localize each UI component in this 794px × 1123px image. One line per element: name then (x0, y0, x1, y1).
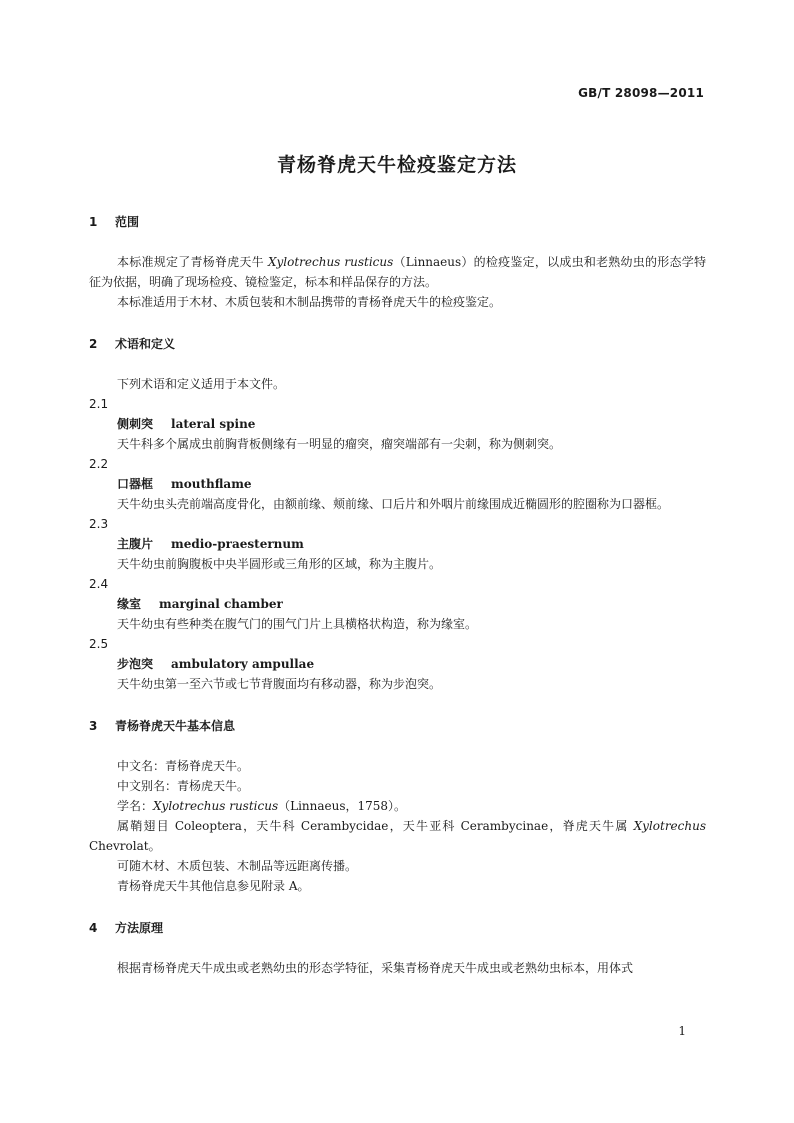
document-body (89, 212, 706, 978)
section-title: 方法原理 (115, 921, 164, 935)
term-zh: 侧刺突 (117, 417, 154, 431)
genus-name: Xylotrechus (633, 819, 706, 833)
scope-paragraph-1 (89, 252, 706, 292)
section-2-heading (89, 334, 706, 354)
section-3-heading (89, 716, 706, 736)
term-heading (89, 474, 706, 494)
section-title: 术语和定义 (115, 337, 176, 351)
info-taxonomy (89, 816, 706, 856)
term-zh: 步泡突 (117, 657, 154, 671)
clause-number: 2.5 (89, 637, 109, 651)
term-definition: 天牛幼虫第一至六节或七节背腹面均有移动器，称为步泡突。 (117, 677, 442, 691)
section-title: 范围 (115, 215, 140, 229)
term-zh: 主腹片 (117, 537, 154, 551)
section-1-heading (89, 212, 706, 232)
term-heading (89, 594, 706, 614)
species-name: Xylotrechus rusticus (267, 255, 394, 269)
info-scientific-name (89, 796, 706, 816)
term-en: lateral spine (171, 417, 256, 431)
text-run: （Linnaeus）的检疫鉴定，以成虫和老熟幼虫的形态学特征为依据，明确了现场检疫、镜检鉴定，标本和样品保存的方法。 (89, 255, 706, 289)
section-4-heading (89, 918, 706, 938)
term-definition: 天牛科多个属成虫前胸背板侧缘有一明显的瘤突，瘤突端部有一尖刺，称为侧刺突。 (117, 437, 562, 451)
text-run: 属鞘翅目 Coleoptera，天牛科 Cerambycidae，天牛亚科 Cerambycinae，脊虎天牛属 (117, 819, 634, 833)
term-heading (89, 534, 706, 554)
text-run: Chevrolat。 (89, 839, 161, 853)
term-definition: 天牛幼虫有些种类在腹气门的围气门片上具横格状构造，称为缘室。 (117, 617, 478, 631)
section-number: 3 (89, 719, 98, 733)
page-number: 1 (678, 1024, 686, 1038)
text-run: （Linnaeus，1758）。 (278, 799, 407, 813)
method-paragraph: 根据青杨脊虎天牛成虫或老熟幼虫的形态学特征，采集青杨脊虎天牛成虫或老熟幼虫标本，用体式 (117, 961, 634, 975)
terms-intro: 下列术语和定义适用于本文件。 (117, 377, 286, 391)
info-chinese-name: 中文名：青杨脊虎天牛。 (117, 759, 250, 773)
clause-number: 2.1 (89, 397, 109, 411)
term-zh: 缘室 (117, 597, 142, 611)
info-alias: 中文别名：青杨虎天牛。 (117, 779, 250, 793)
clause-number: 2.3 (89, 517, 109, 531)
info-appendix-ref: 青杨脊虎天牛其他信息参见附录 A。 (117, 879, 310, 893)
standard-code: GB/T 28098—2011 (578, 86, 704, 100)
document-title: 青杨脊虎天牛检疫鉴定方法 (276, 154, 517, 176)
term-definition: 天牛幼虫前胸腹板中央半圆形或三角形的区域，称为主腹片。 (117, 557, 442, 571)
term-en: medio-praesternum (171, 537, 304, 551)
section-title: 青杨脊虎天牛基本信息 (115, 719, 236, 733)
term-heading (89, 414, 706, 434)
section-number: 4 (89, 921, 98, 935)
species-name: Xylotrechus rusticus (153, 799, 279, 813)
scope-paragraph-2: 本标准适用于木材、木质包装和木制品携带的青杨脊虎天牛的检疫鉴定。 (117, 295, 502, 309)
text-run: 本标准规定了青杨脊虎天牛 (117, 255, 268, 269)
clause-number: 2.2 (89, 457, 109, 471)
section-number: 2 (89, 337, 98, 351)
text-run: 学名： (117, 799, 154, 813)
term-en: mouthflame (171, 477, 252, 491)
term-en: ambulatory ampullae (171, 657, 315, 671)
section-number: 1 (89, 215, 98, 229)
info-spread: 可随木材、木质包装、木制品等远距离传播。 (117, 859, 358, 873)
term-heading (89, 654, 706, 674)
term-zh: 口器框 (117, 477, 154, 491)
term-definition: 天牛幼虫头壳前端高度骨化，由额前缘、颊前缘、口后片和外咽片前缘围成近椭圆形的腔圈称为口器框。 (117, 497, 670, 511)
term-en: marginal chamber (159, 597, 283, 611)
clause-number: 2.4 (89, 577, 109, 591)
